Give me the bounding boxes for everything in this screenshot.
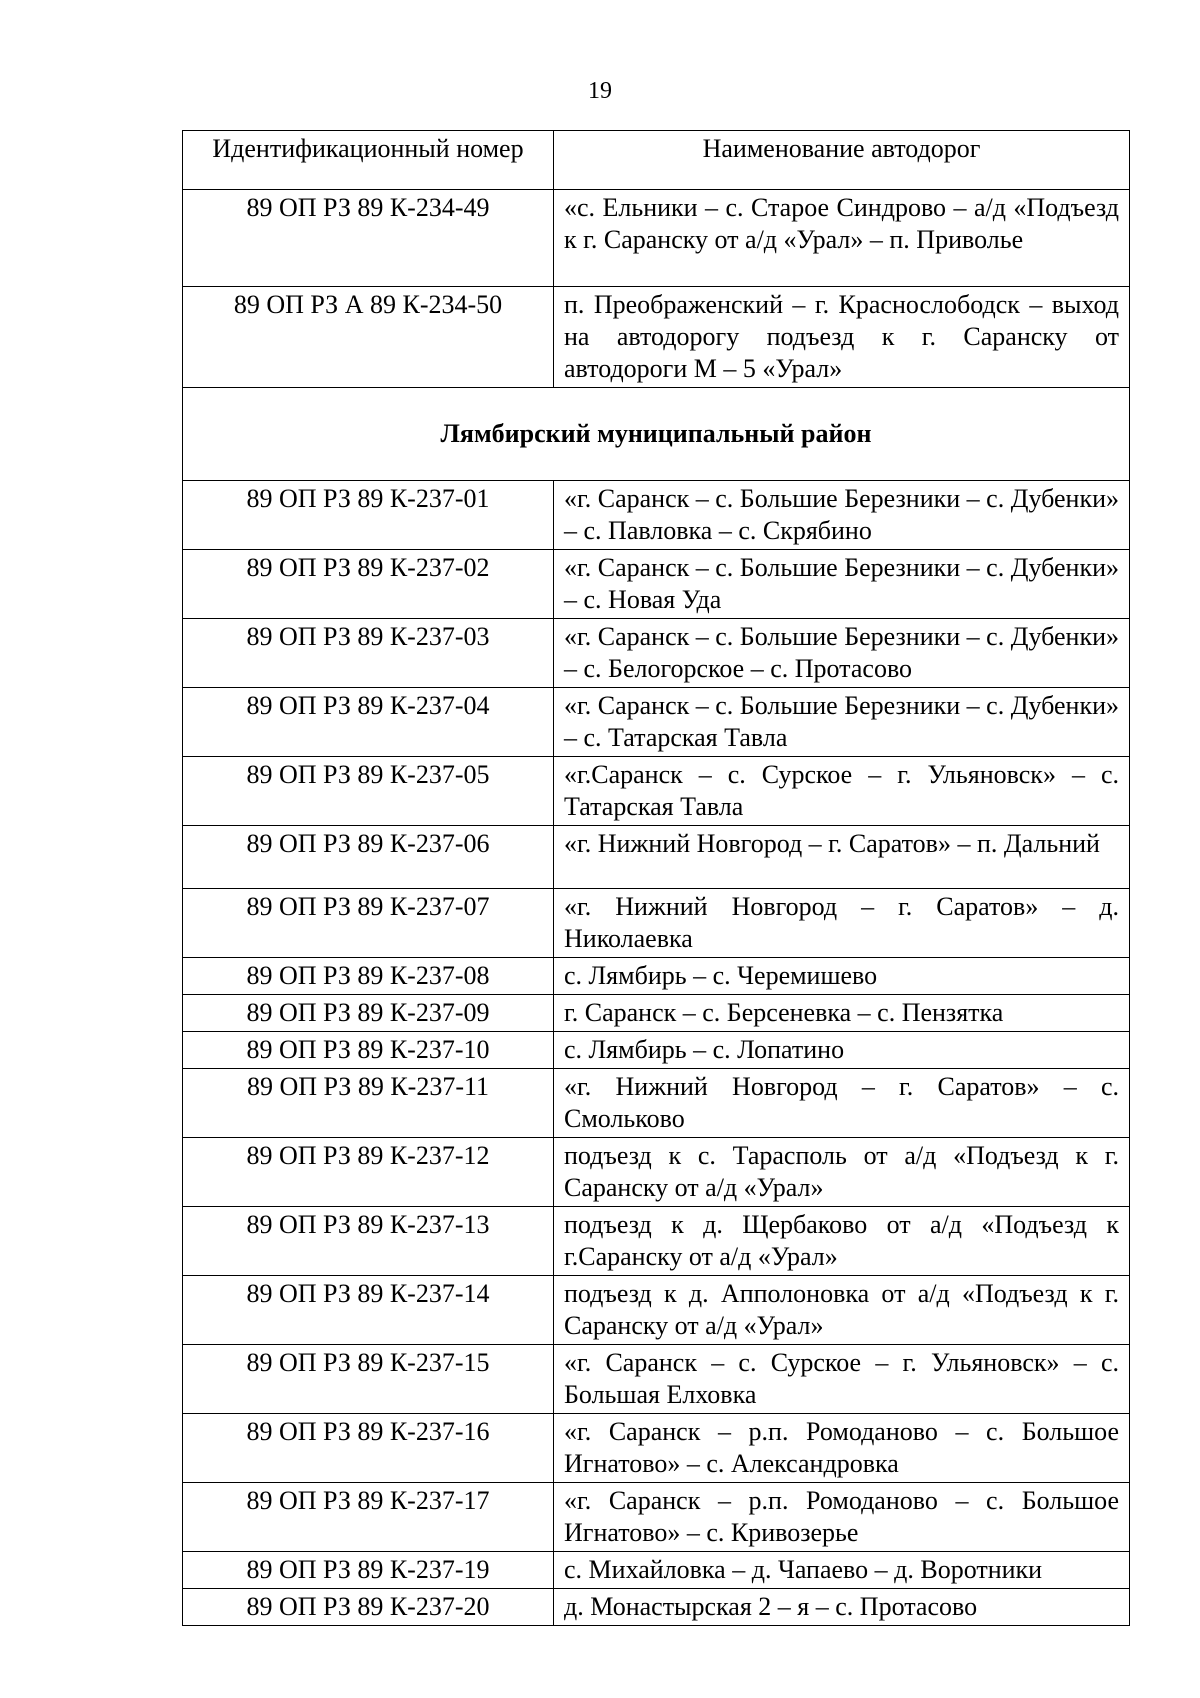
table-row xyxy=(183,1483,1130,1552)
road-name-cell: «с. Ельники – с. Старое Синдрово – а/д «Подъезд к г. Саранску от а/д «Урал» – п. Приволье xyxy=(554,190,1130,287)
table-header-row xyxy=(183,131,1130,190)
road-id-cell: 89 ОП РЗ 89 К-237-11 xyxy=(183,1069,554,1138)
road-name-cell: г. Саранск – с. Берсеневка – с. Пензятка xyxy=(554,995,1130,1032)
road-name-cell: «г. Саранск – с. Большие Березники – с. Дубенки» – с. Новая Уда xyxy=(554,550,1130,619)
road-id-cell: 89 ОП РЗ 89 К-237-09 xyxy=(183,995,554,1032)
road-name-cell: подъезд к с. Тарасполь от а/д «Подъезд к г. Саранску от а/д «Урал» xyxy=(554,1138,1130,1207)
road-id-cell: 89 ОП РЗ 89 К-237-10 xyxy=(183,1032,554,1069)
road-name-cell: д. Монастырская 2 – я – с. Протасово xyxy=(554,1589,1130,1626)
road-name-cell: с. Лямбирь – с. Черемишево xyxy=(554,958,1130,995)
rows-before-section xyxy=(183,190,1130,388)
road-id-cell: 89 ОП РЗ 89 К-237-06 xyxy=(183,826,554,889)
road-id-cell: 89 ОП РЗ 89 К-237-05 xyxy=(183,757,554,826)
road-name-cell: «г. Нижний Новгород – г. Саратов» – п. Дальний xyxy=(554,826,1130,889)
table-row xyxy=(183,1207,1130,1276)
header-id-column: Идентификационный номер xyxy=(183,131,554,190)
road-id-cell: 89 ОП РЗ А 89 К-234-50 xyxy=(183,287,554,388)
road-name-cell: «г. Нижний Новгород – г. Саратов» – с. Смольково xyxy=(554,1069,1130,1138)
road-id-cell: 89 ОП РЗ 89 К-237-13 xyxy=(183,1207,554,1276)
road-id-cell: 89 ОП РЗ 89 К-237-02 xyxy=(183,550,554,619)
table-row xyxy=(183,1276,1130,1345)
road-id-cell: 89 ОП РЗ 89 К-237-03 xyxy=(183,619,554,688)
table-row xyxy=(183,1552,1130,1589)
road-id-cell: 89 ОП РЗ 89 К-237-19 xyxy=(183,1552,554,1589)
road-id-cell: 89 ОП РЗ 89 К-237-20 xyxy=(183,1589,554,1626)
road-name-cell: с. Лямбирь – с. Лопатино xyxy=(554,1032,1130,1069)
table-row xyxy=(183,550,1130,619)
road-name-cell: подъезд к д. Щербаково от а/д «Подъезд к г.Саранску от а/д «Урал» xyxy=(554,1207,1130,1276)
road-id-cell: 89 ОП РЗ 89 К-234-49 xyxy=(183,190,554,287)
road-name-cell: «г. Саранск – с. Большие Березники – с. Дубенки» – с. Татарская Тавла xyxy=(554,688,1130,757)
page-number: 19 xyxy=(588,78,612,104)
road-name-cell: «г. Саранск – с. Большие Березники – с. Дубенки» – с. Белогорское – с. Протасово xyxy=(554,619,1130,688)
table-row xyxy=(183,1589,1130,1626)
road-name-cell: подъезд к д. Апполоновка от а/д «Подъезд к г. Саранску от а/д «Урал» xyxy=(554,1276,1130,1345)
road-name-cell: «г. Саранск – р.п. Ромоданово – с. Большое Игнатово» – с. Александровка xyxy=(554,1414,1130,1483)
road-name-cell: «г. Саранск – р.п. Ромоданово – с. Большое Игнатово» – с. Кривозерье xyxy=(554,1483,1130,1552)
roads-table xyxy=(182,130,1130,1626)
header-name-column: Наименование автодорог xyxy=(554,131,1130,190)
road-name-cell: «г. Нижний Новгород – г. Саратов» – д. Николаевка xyxy=(554,889,1130,958)
road-id-cell: 89 ОП РЗ 89 К-237-17 xyxy=(183,1483,554,1552)
table-row xyxy=(183,1032,1130,1069)
table-row xyxy=(183,995,1130,1032)
road-id-cell: 89 ОП РЗ 89 К-237-16 xyxy=(183,1414,554,1483)
section-row xyxy=(183,388,1130,481)
table-row xyxy=(183,1414,1130,1483)
road-name-cell: п. Преображенский – г. Краснослободск – выход на автодорогу подъезд к г. Саранску от автодороги М – 5 «Урал» xyxy=(554,287,1130,388)
road-id-cell: 89 ОП РЗ 89 К-237-01 xyxy=(183,481,554,550)
table-row xyxy=(183,619,1130,688)
table-row xyxy=(183,757,1130,826)
table-row xyxy=(183,1138,1130,1207)
table-row xyxy=(183,287,1130,388)
road-id-cell: 89 ОП РЗ 89 К-237-07 xyxy=(183,889,554,958)
road-id-cell: 89 ОП РЗ 89 К-237-15 xyxy=(183,1345,554,1414)
road-id-cell: 89 ОП РЗ 89 К-237-04 xyxy=(183,688,554,757)
road-name-cell: с. Михайловка – д. Чапаево – д. Воротники xyxy=(554,1552,1130,1589)
table-row xyxy=(183,481,1130,550)
section-title: Лямбирский муниципальный район xyxy=(183,388,1130,481)
road-id-cell: 89 ОП РЗ 89 К-237-14 xyxy=(183,1276,554,1345)
table-row xyxy=(183,190,1130,287)
table-row xyxy=(183,958,1130,995)
table-row xyxy=(183,1345,1130,1414)
road-name-cell: «г. Саранск – с. Сурское – г. Ульяновск» – с. Большая Елховка xyxy=(554,1345,1130,1414)
table-row xyxy=(183,826,1130,889)
road-id-cell: 89 ОП РЗ 89 К-237-12 xyxy=(183,1138,554,1207)
table-row xyxy=(183,889,1130,958)
table-row xyxy=(183,1069,1130,1138)
table-row xyxy=(183,688,1130,757)
road-name-cell: «г.Саранск – с. Сурское – г. Ульяновск» – с. Татарская Тавла xyxy=(554,757,1130,826)
road-name-cell: «г. Саранск – с. Большие Березники – с. Дубенки» – с. Павловка – с. Скрябино xyxy=(554,481,1130,550)
rows-after-section xyxy=(183,481,1130,1626)
road-id-cell: 89 ОП РЗ 89 К-237-08 xyxy=(183,958,554,995)
